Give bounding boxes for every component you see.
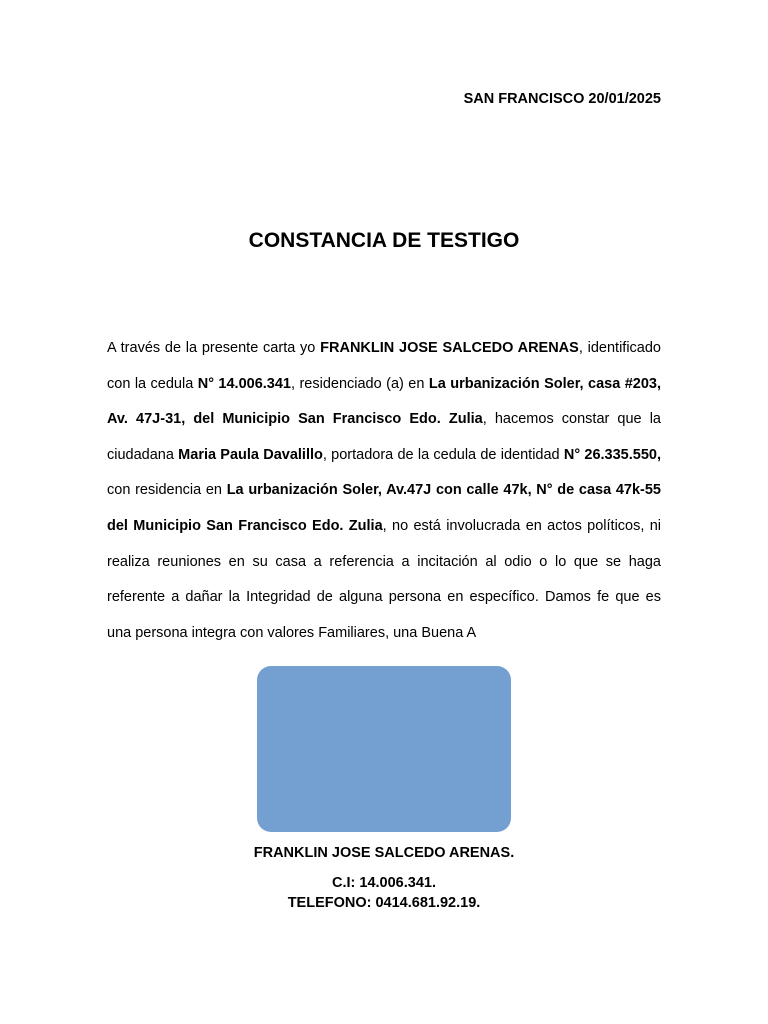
- body-text-3: , residenciado (a) en: [291, 375, 429, 392]
- subject-id: N° 26.335.550,: [563, 446, 661, 463]
- redaction-box: [257, 666, 511, 832]
- body-text-2: , identificado con la cedula: [107, 340, 661, 392]
- body-text-4: , hacemos constar que la ciudadana: [107, 411, 661, 463]
- signature-id: C.I: 14.006.341.: [332, 875, 436, 891]
- body-paragraph: [107, 331, 661, 651]
- signature-phone: TELEFONO: 0414.681.92.19.: [287, 895, 481, 911]
- declarant-id: N° 14.006.341: [197, 375, 291, 392]
- body-text-6: con residencia en: [107, 482, 227, 499]
- declarant-address: La urbanización Soler, casa #203, Av. 47J-31, del Municipio San Francisco Edo. Zulia: [107, 375, 661, 428]
- declarant-name: FRANKLIN JOSE SALCEDO ARENAS: [320, 340, 579, 356]
- body-text-7: , no está involucrada en actos políticos, ni realiza reuniones en su casa a referencia a incitación al odio o lo que se haga referente a dañar la Integridad de alguna persona en específico. Damos fe que es una persona integra con valores Familiares, una Buena A: [107, 517, 662, 641]
- body-text-1: A través de la presente carta yo: [107, 340, 321, 356]
- subject-name: Maria Paula Davalillo: [178, 446, 323, 463]
- signature-name: FRANKLIN JOSE SALCEDO ARENAS.: [253, 845, 515, 861]
- date-line: SAN FRANCISCO 20/01/2025: [463, 91, 661, 107]
- document-title: CONSTANCIA DE TESTIGO: [248, 229, 520, 252]
- subject-address: La urbanización Soler, Av.47J con calle 47k, N° de casa 47k-55 del Municipio San Francisco Edo. Zulia: [107, 482, 661, 534]
- body-text-5: , portadora de la cedula de identidad: [322, 446, 564, 463]
